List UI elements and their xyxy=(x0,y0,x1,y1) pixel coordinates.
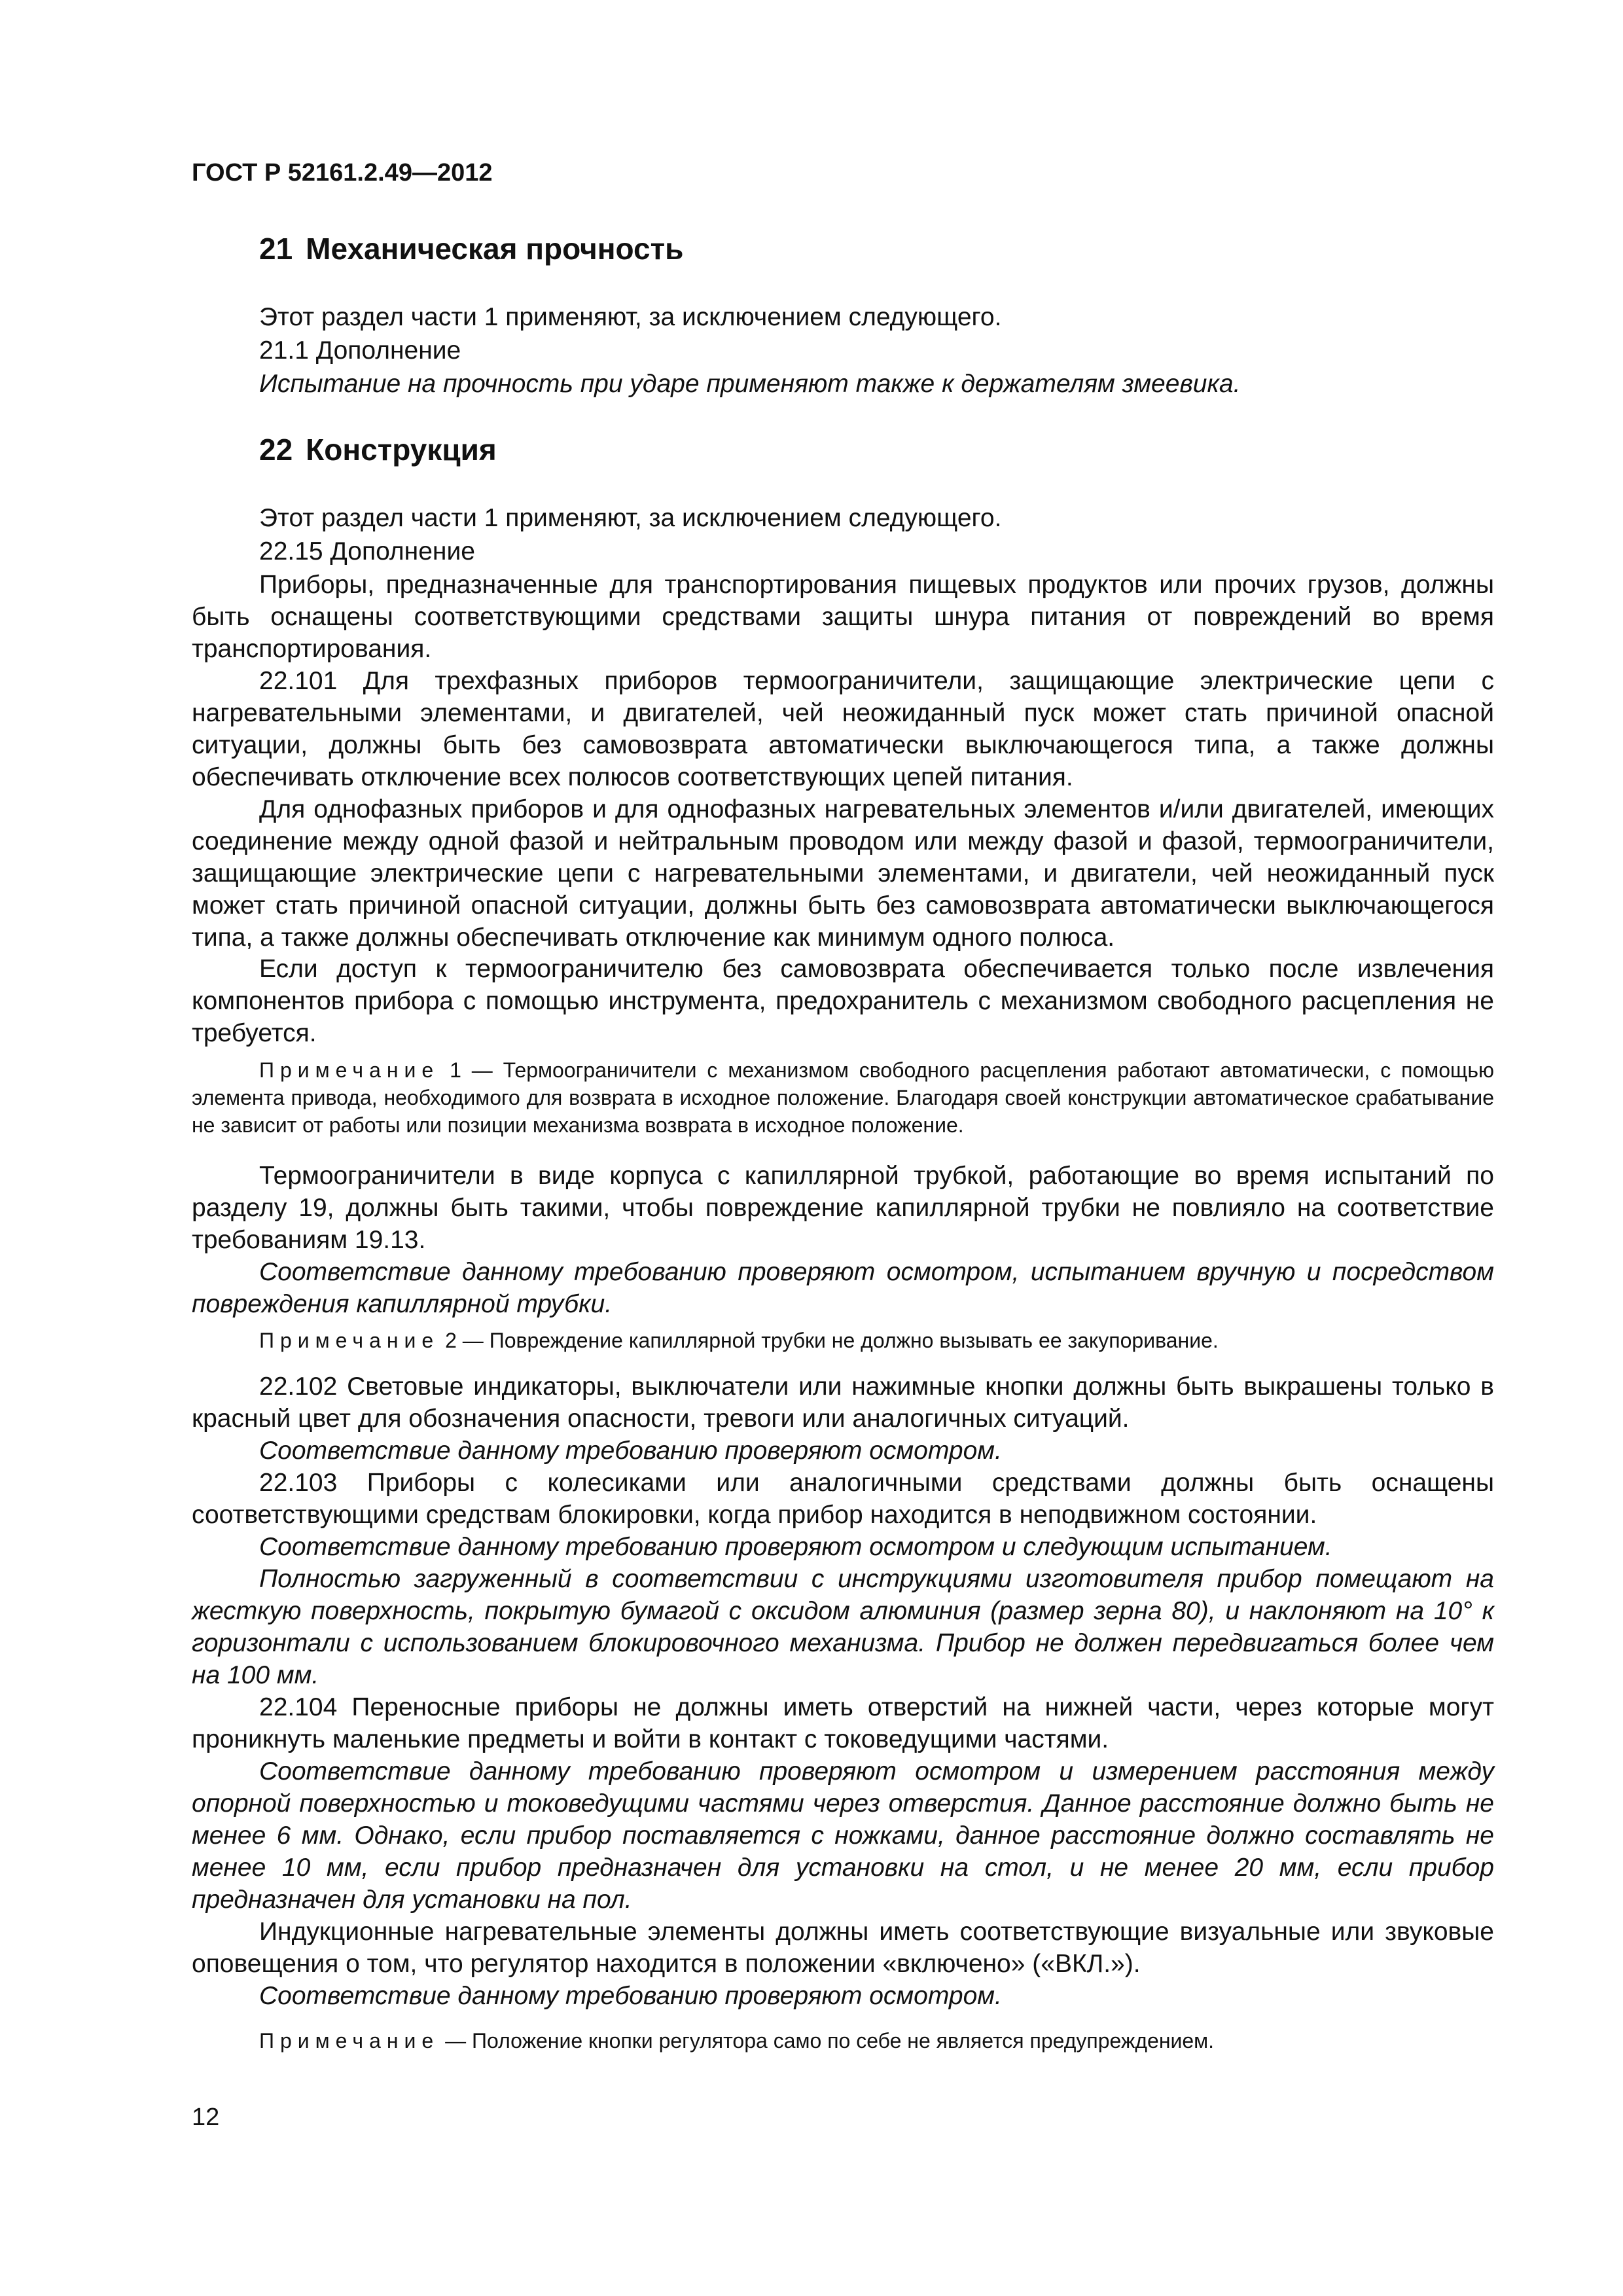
s22-paragraph-3: Приборы, предназначенные для транспортирования пищевых продуктов или прочих грузов, должны быть оснащены соответствующими средствами защиты шнура питания от повреждений во время транспортирования. xyxy=(192,571,1494,663)
s22-paragraph-12: Соответствие данному требованию проверяют осмотром и следующим испытанием. xyxy=(259,1533,1332,1561)
s22-paragraph-11: 22.103 Приборы с колесиками или аналогичными средствами должны быть оснащены соответствующими средствам блокировки, когда прибор находится в неподвижном состоянии. xyxy=(192,1469,1494,1529)
s22-paragraph-9: 22.102 Световые индикаторы, выключатели или нажимные кнопки должны быть выкрашены только в красный цвет для обозначения опасности, тревоги или аналогичных ситуаций. xyxy=(192,1372,1494,1433)
s22-paragraph-16: Индукционные нагревательные элементы должны иметь соответствующие визуальные или звуковые оповещения о том, что регулятор находится в положении «включено» («ВКЛ.»). xyxy=(192,1918,1494,1978)
s22-paragraph-4: 22.101 Для трехфазных приборов термоограничители, защищающие электрические цепи с нагревательными элементами, и двигателей, чей неожиданный пуск может стать причиной опасной ситуации, должны быть без самовозврата автоматически выключающегося типа, а также должны обеспечивать отключение всех полюсов соответствующих цепей питания. xyxy=(192,667,1494,791)
s22-paragraph-17: Соответствие данному требованию проверяют осмотром. xyxy=(259,1982,1002,2010)
s22-paragraph-13: Полностью загруженный в соответствии с инструкциями изготовителя прибор помещают на жесткую поверхность, покрытую бумагой с оксидом алюминия (размер зерна 80), и наклоняют на 10° к горизонтали с использованием блокировочного механизма. Прибор не должен передвигаться более чем на 100 мм. xyxy=(192,1565,1494,1689)
s22-paragraph-5: Для однофазных приборов и для однофазных нагревательных элементов и/или двигателей, имеющих соединение между одной фазой и нейтральным проводом или между фазой и фазой, термоограничители, защищающие электрические цепи с нагревательными элементами, и двигатели, чей неожиданный пуск может стать причиной опасной ситуации, должны быть без самовозврата автоматически выключающегося типа, а также должны обеспечивать отключение как минимум одного полюса. xyxy=(192,795,1494,952)
note-2 xyxy=(192,1327,1494,1354)
section-22-number: 22 xyxy=(259,433,293,467)
section-22-heading xyxy=(259,432,497,467)
s21-paragraph-2: 21.1 Дополнение xyxy=(259,336,461,365)
page-number: 12 xyxy=(192,2104,220,2131)
s22-paragraph-1: Этот раздел части 1 применяют, за исключением следующего. xyxy=(259,504,1002,532)
note-1 xyxy=(192,1056,1494,1139)
note-1-text: 1 — Термоограничители с механизмом свободного расцепления работают автоматически, с помощью элемента привода, необходимого для возврата в исходное положение. Благодаря своей конструкции автоматическое срабатывание не зависит от работы или позиции механизма возврата в исходное положение. xyxy=(192,1058,1494,1137)
s22-paragraph-10: Соответствие данному требованию проверяют осмотром. xyxy=(259,1437,1002,1465)
note-3-label: Примечание xyxy=(259,2029,440,2053)
s22-paragraph-8: Соответствие данному требованию проверяют осмотром, испытанием вручную и посредством повреждения капиллярной трубки. xyxy=(192,1258,1494,1318)
note-1-label: Примечание xyxy=(259,1058,440,1082)
note-2-label: Примечание xyxy=(259,1329,440,1352)
note-3-text: — Положение кнопки регулятора само по себе не является предупреждением. xyxy=(439,2029,1215,2053)
s22-paragraph-7: Термоограничители в виде корпуса с капиллярной трубкой, работающие во время испытаний по разделу 19, должны быть такими, чтобы повреждение капиллярной трубки не повлияло на соответствие требованиям 19.13. xyxy=(192,1162,1494,1254)
s21-paragraph-3: Испытание на прочность при ударе применяют также к держателям змеевика. xyxy=(259,370,1241,398)
s22-paragraph-2: 22.15 Дополнение xyxy=(259,537,475,565)
s21-paragraph-1: Этот раздел части 1 применяют, за исключением следующего. xyxy=(259,303,1002,331)
section-21-number: 21 xyxy=(259,232,293,266)
s22-paragraph-6: Если доступ к термоограничителю без самовозврата обеспечивается только после извлечения компонентов прибора с помощью инструмента, предохранитель с механизмом свободного расцепления не требуется. xyxy=(192,955,1494,1047)
document-id: ГОСТ Р 52161.2.49—2012 xyxy=(192,159,493,187)
s22-paragraph-14: 22.104 Переносные приборы не должны иметь отверстий на нижней части, через которые могут проникнуть маленькие предметы и войти в контакт с токоведущими частями. xyxy=(192,1693,1494,1753)
section-21-heading xyxy=(259,231,683,266)
note-3 xyxy=(192,2027,1494,2054)
s22-paragraph-15: Соответствие данному требованию проверяют осмотром и измерением расстояния между опорной поверхностью и токоведущими частями через отверстия. Данное расстояние должно быть не менее 6 мм. Однако, если прибор поставляется с ножками, данное расстояние должно составлять не менее 10 мм, если прибор предназначен для установки на стол, и не менее 20 мм, если прибор предназначен для установки на пол. xyxy=(192,1757,1494,1914)
note-2-text: 2 — Повреждение капиллярной трубки не должно вызывать ее закупоривание. xyxy=(439,1329,1219,1352)
section-22-title: Конструкция xyxy=(306,433,497,467)
section-21-title: Механическая прочность xyxy=(306,232,684,266)
